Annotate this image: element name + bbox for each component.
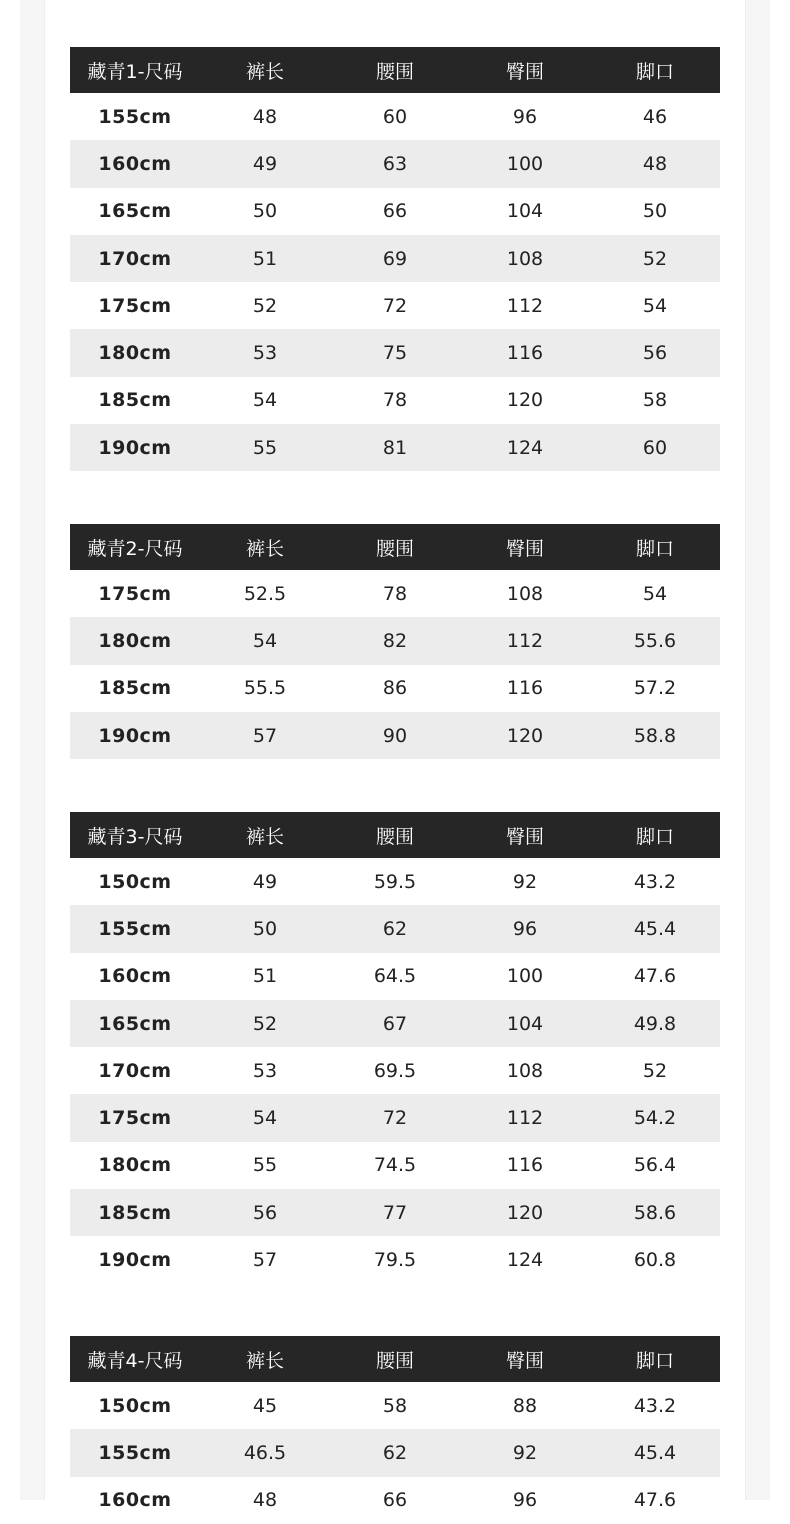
length-cell: 48	[252, 1489, 278, 1512]
header-hip: 臀围	[505, 825, 544, 848]
waist-cell: 64.5	[373, 965, 417, 988]
header-hem: 脚口	[635, 1349, 674, 1372]
hem-cell: 45.4	[633, 917, 677, 940]
waist-cell: 72	[382, 1107, 408, 1130]
length-cell: 55	[252, 436, 278, 459]
header-hem: 脚口	[635, 825, 674, 848]
header-length: 裤长	[245, 60, 284, 83]
length-cell: 45	[252, 1394, 278, 1417]
size-cell: 190cm	[98, 436, 172, 459]
header-size: 藏青3-尺码	[87, 825, 183, 848]
right-margin-band	[746, 0, 770, 1500]
hem-cell: 54.2	[633, 1107, 677, 1130]
table-header	[70, 1336, 720, 1382]
header-length: 裤长	[245, 1349, 284, 1372]
header-waist: 腰围	[375, 1349, 414, 1372]
hip-cell: 104	[506, 1012, 544, 1035]
table-row	[70, 570, 720, 617]
length-cell: 50	[252, 200, 278, 223]
length-cell: 49	[252, 870, 278, 893]
hip-cell: 116	[506, 677, 544, 700]
header-length: 裤长	[245, 825, 284, 848]
hem-cell: 58	[642, 389, 668, 412]
hem-cell: 52	[642, 1059, 668, 1082]
waist-cell: 58	[382, 1394, 408, 1417]
table-row	[70, 1142, 720, 1189]
size-cell: 180cm	[98, 629, 172, 652]
hem-cell: 58.8	[633, 724, 677, 747]
size-cell: 170cm	[98, 1059, 172, 1082]
table-row	[70, 1429, 720, 1476]
size-cell: 165cm	[98, 200, 172, 223]
size-cell: 155cm	[98, 917, 172, 940]
hip-cell: 96	[512, 1489, 538, 1512]
size-table-4	[70, 1336, 720, 1524]
waist-cell: 62	[382, 917, 408, 940]
length-cell: 54	[252, 389, 278, 412]
size-cell: 160cm	[98, 965, 172, 988]
hem-cell: 56.4	[633, 1154, 677, 1177]
hip-cell: 112	[506, 629, 544, 652]
header-waist: 腰围	[375, 60, 414, 83]
size-cell: 185cm	[98, 677, 172, 700]
header-hem: 脚口	[635, 537, 674, 560]
hip-cell: 104	[506, 200, 544, 223]
waist-cell: 66	[382, 1489, 408, 1512]
left-margin-band	[20, 0, 44, 1500]
hip-cell: 124	[506, 436, 544, 459]
table-row	[70, 665, 720, 712]
size-cell: 150cm	[98, 1394, 172, 1417]
table-row	[70, 188, 720, 235]
right-inner-edge	[745, 0, 746, 1500]
hip-cell: 96	[512, 917, 538, 940]
waist-cell: 72	[382, 294, 408, 317]
size-cell: 160cm	[98, 152, 172, 175]
size-cell: 185cm	[98, 1201, 172, 1224]
table-row	[70, 282, 720, 329]
hip-cell: 120	[506, 724, 544, 747]
length-cell: 52	[252, 1012, 278, 1035]
waist-cell: 59.5	[373, 870, 417, 893]
waist-cell: 67	[382, 1012, 408, 1035]
table-row	[70, 329, 720, 376]
length-cell: 54	[252, 1107, 278, 1130]
table-row	[70, 1094, 720, 1141]
hip-cell: 112	[506, 1107, 544, 1130]
waist-cell: 69	[382, 247, 408, 270]
table-header	[70, 812, 720, 858]
hip-cell: 108	[506, 1059, 544, 1082]
hem-cell: 54	[642, 582, 668, 605]
length-cell: 54	[252, 629, 278, 652]
table-row	[70, 235, 720, 282]
table-row	[70, 617, 720, 664]
hem-cell: 45.4	[633, 1441, 677, 1464]
hem-cell: 47.6	[633, 1489, 677, 1512]
table-row	[70, 712, 720, 759]
size-cell: 190cm	[98, 1249, 172, 1272]
table-row	[70, 1236, 720, 1283]
table-row	[70, 140, 720, 187]
hem-cell: 46	[642, 105, 668, 128]
header-hip: 臀围	[505, 1349, 544, 1372]
hem-cell: 47.6	[633, 965, 677, 988]
size-cell: 165cm	[98, 1012, 172, 1035]
size-cell: 170cm	[98, 247, 172, 270]
hem-cell: 60	[642, 436, 668, 459]
header-hem: 脚口	[635, 60, 674, 83]
table-row	[70, 905, 720, 952]
header-size: 藏青1-尺码	[87, 60, 183, 83]
hip-cell: 116	[506, 1154, 544, 1177]
left-inner-edge	[44, 0, 45, 1500]
size-table-2	[70, 524, 720, 759]
hem-cell: 54	[642, 294, 668, 317]
size-cell: 180cm	[98, 1154, 172, 1177]
length-cell: 57	[252, 1249, 278, 1272]
hem-cell: 43.2	[633, 1394, 677, 1417]
waist-cell: 86	[382, 677, 408, 700]
size-cell: 180cm	[98, 342, 172, 365]
waist-cell: 75	[382, 342, 408, 365]
hem-cell: 49.8	[633, 1012, 677, 1035]
length-cell: 49	[252, 152, 278, 175]
waist-cell: 66	[382, 200, 408, 223]
hem-cell: 56	[642, 342, 668, 365]
header-hip: 臀围	[505, 537, 544, 560]
length-cell: 53	[252, 1059, 278, 1082]
length-cell: 53	[252, 342, 278, 365]
hip-cell: 120	[506, 389, 544, 412]
hem-cell: 57.2	[633, 677, 677, 700]
table-row	[70, 953, 720, 1000]
header-size: 藏青2-尺码	[87, 537, 183, 560]
hip-cell: 92	[512, 1441, 538, 1464]
hem-cell: 43.2	[633, 870, 677, 893]
size-cell: 190cm	[98, 724, 172, 747]
hip-cell: 92	[512, 870, 538, 893]
header-waist: 腰围	[375, 825, 414, 848]
size-table-3	[70, 812, 720, 1284]
header-length: 裤长	[245, 537, 284, 560]
header-waist: 腰围	[375, 537, 414, 560]
hip-cell: 120	[506, 1201, 544, 1224]
hem-cell: 48	[642, 152, 668, 175]
waist-cell: 60	[382, 105, 408, 128]
size-cell: 175cm	[98, 1107, 172, 1130]
table-row	[70, 424, 720, 471]
length-cell: 55	[252, 1154, 278, 1177]
length-cell: 51	[252, 247, 278, 270]
header-hip: 臀围	[505, 60, 544, 83]
table-row	[70, 858, 720, 905]
table-row	[70, 1382, 720, 1429]
hem-cell: 55.6	[633, 629, 677, 652]
size-table-1	[70, 47, 720, 471]
waist-cell: 82	[382, 629, 408, 652]
length-cell: 51	[252, 965, 278, 988]
waist-cell: 62	[382, 1441, 408, 1464]
size-cell: 150cm	[98, 870, 172, 893]
waist-cell: 79.5	[373, 1249, 417, 1272]
length-cell: 46.5	[243, 1441, 287, 1464]
hem-cell: 58.6	[633, 1201, 677, 1224]
header-size: 藏青4-尺码	[87, 1349, 183, 1372]
table-header	[70, 47, 720, 93]
size-cell: 175cm	[98, 582, 172, 605]
length-cell: 50	[252, 917, 278, 940]
hip-cell: 112	[506, 294, 544, 317]
hip-cell: 124	[506, 1249, 544, 1272]
hip-cell: 100	[506, 965, 544, 988]
hem-cell: 50	[642, 200, 668, 223]
table-header	[70, 524, 720, 570]
length-cell: 57	[252, 724, 278, 747]
table-row	[70, 1189, 720, 1236]
hip-cell: 100	[506, 152, 544, 175]
hem-cell: 52	[642, 247, 668, 270]
hip-cell: 96	[512, 105, 538, 128]
hip-cell: 116	[506, 342, 544, 365]
hip-cell: 108	[506, 582, 544, 605]
waist-cell: 63	[382, 152, 408, 175]
waist-cell: 77	[382, 1201, 408, 1224]
size-cell: 155cm	[98, 1441, 172, 1464]
waist-cell: 78	[382, 582, 408, 605]
size-cell: 185cm	[98, 389, 172, 412]
length-cell: 55.5	[243, 677, 287, 700]
length-cell: 52	[252, 294, 278, 317]
hip-cell: 108	[506, 247, 544, 270]
length-cell: 52.5	[243, 582, 287, 605]
size-cell: 175cm	[98, 294, 172, 317]
hip-cell: 88	[512, 1394, 538, 1417]
table-row	[70, 377, 720, 424]
waist-cell: 90	[382, 724, 408, 747]
table-row	[70, 1000, 720, 1047]
waist-cell: 78	[382, 389, 408, 412]
waist-cell: 81	[382, 436, 408, 459]
size-cell: 155cm	[98, 105, 172, 128]
waist-cell: 74.5	[373, 1154, 417, 1177]
waist-cell: 69.5	[373, 1059, 417, 1082]
table-row	[70, 1477, 720, 1524]
length-cell: 48	[252, 105, 278, 128]
length-cell: 56	[252, 1201, 278, 1224]
hem-cell: 60.8	[633, 1249, 677, 1272]
size-cell: 160cm	[98, 1489, 172, 1512]
table-row	[70, 1047, 720, 1094]
table-row	[70, 93, 720, 140]
